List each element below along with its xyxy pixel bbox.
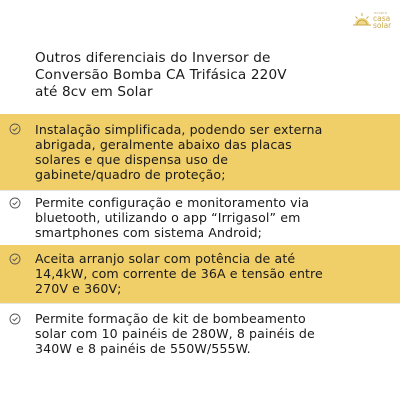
feature-item-text: Permite configuração e monitoramento via bluetooth, utilizando o app “Irrigasol” em smartphones com sistema Android; [35, 195, 310, 240]
page-title: Outros diferenciais do Inversor de Conversão Bomba CA Trifásica 220V até 8cv em Solar [35, 50, 287, 100]
feature-item-text: Aceita arranjo solar com potência de até 14,4kW, com corrente de 36A e tensão entre 270V e 360V; [35, 251, 323, 296]
feature-item [0, 245, 400, 303]
feature-item [0, 191, 400, 245]
check-circle-icon [9, 253, 21, 265]
feature-item-text: Instalação simplificada, podendo ser externa abrigada, geralmente abaixo das placas solares e que dispensa uso de gabinete/quadro de proteção; [35, 122, 323, 182]
logo-small-text: ecopro [374, 11, 388, 15]
feature-item [0, 304, 400, 364]
sun-icon [352, 11, 372, 27]
logo-word-casa: casa [373, 14, 391, 23]
brand-logo [352, 9, 392, 31]
check-circle-icon [9, 197, 21, 209]
check-circle-icon [9, 123, 21, 135]
feature-item-text: Permite formação de kit de bombeamento solar com 10 painéis de 280W, 8 painéis de 340W e 8 painéis de 550W/555W. [35, 311, 315, 356]
logo-word-solar: solar [373, 21, 392, 30]
check-circle-icon [9, 313, 21, 325]
feature-item [0, 114, 400, 190]
